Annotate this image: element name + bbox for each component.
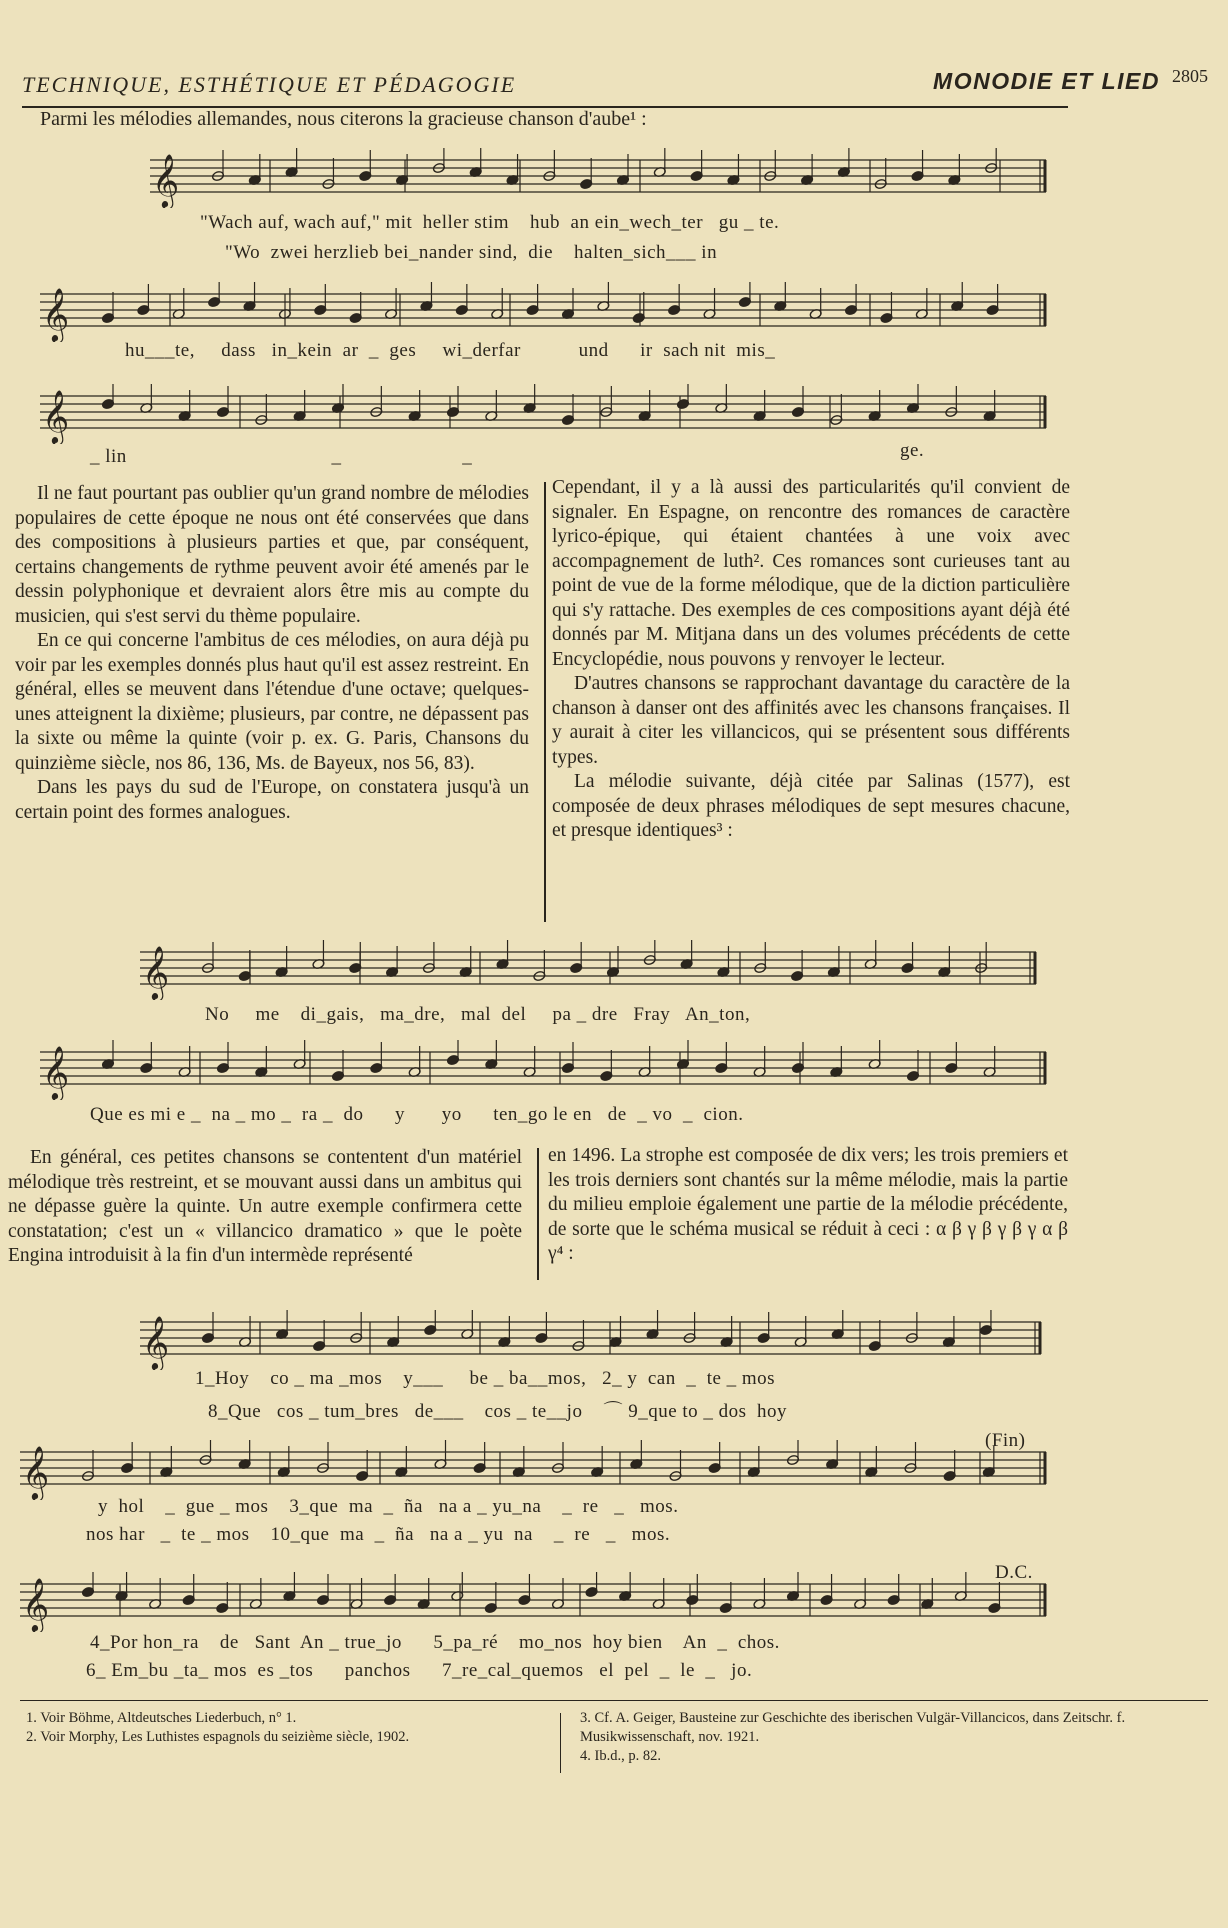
- footnote-2: 2. Voir Morphy, Les Luthistes espagnols du seizième siècle, 1902.: [26, 1729, 410, 1745]
- treble-clef: 𝄞: [42, 287, 70, 341]
- footnote-divider: [560, 1713, 561, 1773]
- lyric-line: 4_Por hon_ra de Sant An _ true_jo 5_pa_ré mo_nos hoy bien An _ chos.: [90, 1632, 780, 1653]
- treble-clef: 𝄞: [22, 1577, 50, 1631]
- column-right-2: [548, 1144, 1068, 1267]
- treble-clef: 𝄞: [42, 389, 70, 443]
- lyric-line: 1_Hoy co _ ma _mos y___ be _ ba__mos, 2_ y can _ te _ mos: [195, 1368, 776, 1389]
- lyric-line: hu___te, dass in_kein ar _ ges wi_derfar und ir sach nit mis_: [125, 340, 776, 361]
- column-divider: [544, 482, 546, 922]
- paragraph: D'autres chansons se rapprochant davantage du caractère de la chanson à danser ont des affinités avec les chansons françaises. Il y aurait à citer les villancicos, qui se présentent sous différents types.: [552, 673, 1070, 768]
- page-number: 2805: [1172, 66, 1208, 86]
- column-divider: [537, 1148, 539, 1280]
- music-staff-7: [20, 1440, 1050, 1500]
- music-staff-6: [140, 1310, 1045, 1370]
- paragraph: En général, ces petites chansons se contentent d'un matériel mélodique très restreint, et se mouvant aussi dans un ambitus qui ne dépasse guère la quinte. Un autre exemple confirmera cette constatation; c'est un « villancico dramatico » que le poète Engina introduisit à la fin d'un intermède représenté: [8, 1147, 522, 1266]
- lyric-line: Que es mi e _ na _ mo _ ra _ do y yo ten_go le en de _ vo _ cion.: [90, 1104, 744, 1125]
- music-staff-5: [40, 1040, 1050, 1100]
- treble-clef: 𝄞: [152, 153, 180, 207]
- column-left-2: [8, 1146, 522, 1269]
- lyric-line: ge.: [900, 440, 925, 461]
- lyric-line: "Wo zwei herzlieb bei_nander sind, die halten_sich___ in: [225, 242, 718, 263]
- treble-clef: 𝄞: [22, 1445, 50, 1499]
- lyric-line: 6_ Em_bu _ta_ mos es _tos panchos 7_re_cal_quemos el pel _ le _ jo.: [86, 1660, 753, 1681]
- footnotes-right: [580, 1709, 1200, 1766]
- paragraph: Cependant, il y a là aussi des particularités qu'il convient de signaler. En Espagne, on rencontre des romances de caractère lyrico-épique, qui étaient chantées à une voix avec accompagnement de luth². Ces romances sont curieuses tant au point de vue de la forme mélodique, que de la diction particulière qui s'y rattache. Des exemples de ces compositions ayant déjà été donnés par M. Mitjana dans un des volumes précédents de cette Encyclopédie, nous pouvons y renvoyer le lecteur.: [552, 477, 1070, 670]
- footnote-3: 3. Cf. A. Geiger, Bausteine zur Geschichte des iberischen Vulgär-Villancicos, dans Zeitschr. f. Musikwissenschaft, nov. 1921.: [580, 1710, 1126, 1745]
- music-staff-8: [20, 1572, 1050, 1632]
- lyric-line: No me di_gais, ma_dre, mal del pa _ dre Fray An_ton,: [205, 1004, 751, 1025]
- header-section-title: TECHNIQUE, ESTHÉTIQUE ET PÉDAGOGIE: [22, 72, 517, 97]
- treble-clef: 𝄞: [142, 945, 170, 999]
- lyric-line: _ lin _ _: [90, 446, 473, 467]
- treble-clef: 𝄞: [142, 1315, 170, 1369]
- music-staff-2: [40, 282, 1050, 342]
- treble-clef: 𝄞: [42, 1045, 70, 1099]
- music-staff-1: [150, 148, 1050, 208]
- lyric-line: y hol _ gue _ mos 3_que ma _ ña na a _ yu_na _ re _ mos.: [98, 1496, 679, 1517]
- paragraph: Dans les pays du sud de l'Europe, on constatera jusqu'à un certain point des formes analogues.: [15, 777, 529, 823]
- lyric-line: "Wach auf, wach auf," mit heller stim hub an ein_wech_ter gu _ te.: [200, 212, 780, 233]
- music-staff-4: [140, 940, 1040, 1000]
- header-chapter-title: MONODIE ET LIED: [933, 68, 1160, 94]
- fin-marking: (Fin): [985, 1430, 1026, 1451]
- da-capo-marking: D.C.: [995, 1562, 1033, 1583]
- lyric-line: 8_Que cos _ tum_bres de___ cos _ te__jo ⌒ 9_que to _ dos hoy: [208, 1401, 788, 1422]
- footnotes: [20, 1700, 1208, 1764]
- intro-line: Parmi les mélodies allemandes, nous citerons la gracieuse chanson d'aube¹ :: [40, 108, 647, 130]
- lyric-line: nos har _ te _ mos 10_que ma _ ña na a _ yu na _ re _ mos.: [86, 1524, 671, 1545]
- footnotes-left: [26, 1709, 546, 1747]
- column-left-1: [15, 482, 529, 825]
- running-header: [22, 66, 1208, 108]
- paragraph: La mélodie suivante, déjà citée par Salinas (1577), est composée de deux phrases mélodiques de sept mesures chacune, et presque identiques³ :: [552, 771, 1070, 841]
- column-right-1: [552, 476, 1070, 844]
- footnote-1: 1. Voir Böhme, Altdeutsches Liederbuch, n° 1.: [26, 1710, 297, 1726]
- footnote-4: 4. Ib.d., p. 82.: [580, 1748, 661, 1764]
- music-staff-3: [40, 384, 1050, 444]
- paragraph: en 1496. La strophe est composée de dix vers; les trois premiers et les trois derniers sont chantés sur la même mélodie, mais la partie du milieu emploie également une partie de la mélodie précédente, de sorte que le schéma musical se réduit à ceci : α β γ β γ β γ α β γ⁴ :: [548, 1145, 1068, 1264]
- paragraph: En ce qui concerne l'ambitus de ces mélodies, on aura déjà pu voir par les exemples donnés plus haut qu'il est assez restreint. En général, elles se meuvent dans l'étendue d'une octave; quelques-unes atteignent la dixième; plusieurs, par contre, ne dépassent pas la sixte ou même la quinte (voir p. ex. G. Paris, Chansons du quinzième siècle, nos 86, 136, Ms. de Bayeux, nos 56, 83).: [15, 630, 529, 774]
- paragraph: Il ne faut pourtant pas oublier qu'un grand nombre de mélodies populaires de cette époque ne nous ont été conservées que dans des compositions à plusieurs parties et que, par conséquent, certains changements de rythme peuvent avoir été amenés par le dessin polyphonique et devraient alors être mis au compte du musicien, qui s'est servi du thème populaire.: [15, 483, 529, 627]
